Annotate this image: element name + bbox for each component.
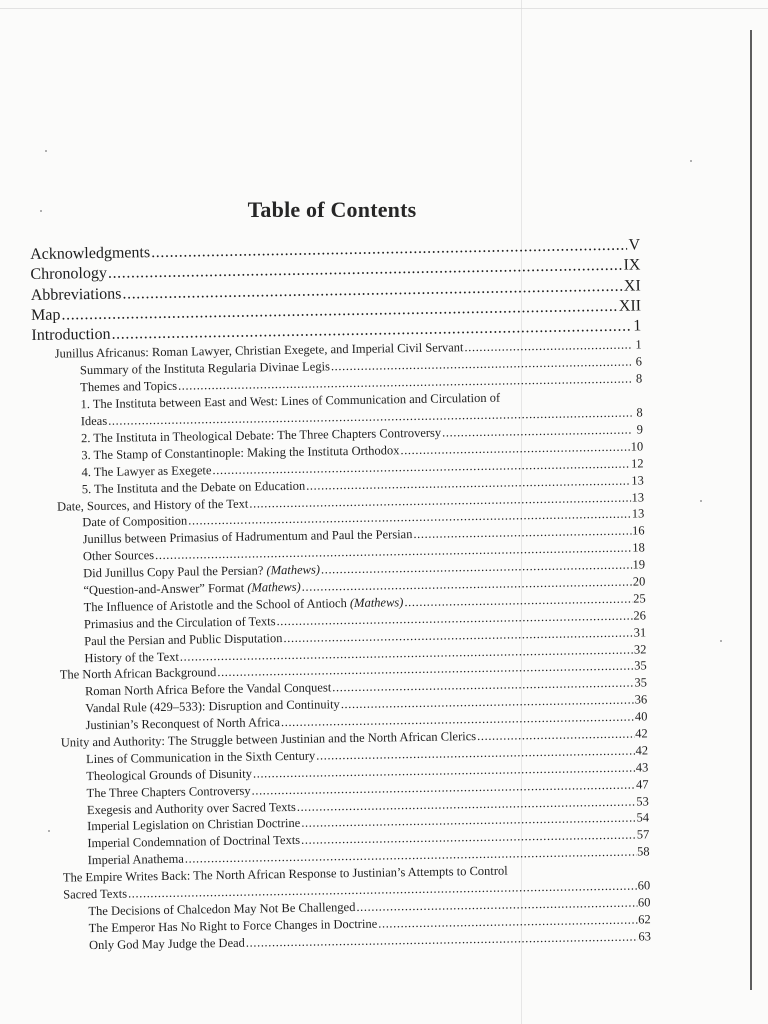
toc-entry-label: Vandal Rule (429–533): Disruption and Continuity [85, 697, 340, 716]
toc-page-number: 53 [636, 793, 649, 809]
toc-page-number: 43 [635, 760, 649, 775]
toc-page-number: 57 [636, 827, 650, 842]
toc-page-number: 20 [632, 574, 646, 589]
page-edge-line [750, 30, 752, 990]
toc-page-number: 25 [633, 591, 646, 606]
toc-page-number: 8 [635, 371, 643, 386]
toc-page-number: 12 [630, 456, 644, 471]
toc-page-number: 6 [635, 354, 643, 369]
toc-page-number: 42 [635, 743, 649, 758]
toc-page-number: V [628, 236, 641, 254]
toc-page-number: 19 [632, 557, 646, 572]
toc-entry-label: History of the Text [84, 649, 179, 665]
toc-entry-label: The Influence of Aristotle and the School of Antioch [83, 595, 347, 615]
toc-page-number: 18 [632, 540, 645, 555]
toc-entry-label: Chronology [30, 265, 108, 284]
toc-page-number: IX [623, 256, 641, 274]
toc-page-number: 9 [636, 422, 644, 437]
toc-page-number: 1 [633, 317, 642, 335]
toc-page-number: 63 [638, 928, 652, 944]
toc-entry-label: “Question-and-Answer” Format [83, 580, 245, 598]
toc-page-number: 26 [633, 608, 646, 623]
scan-speck [690, 160, 692, 162]
toc-entry-label: Date of Composition [82, 513, 188, 530]
toc-entry-label: Only God May Judge the Dead [88, 935, 245, 952]
toc-page-number: 60 [637, 878, 651, 893]
toc-entry-label: 4. The Lawyer as Exegete [81, 462, 212, 479]
toc-entry-label: Unity and Authority: The Struggle between Justinian and the North African Clerics [60, 729, 477, 750]
toc-entry-label: Themes and Topics [80, 378, 178, 395]
toc-entry-label: Justinian’s Reconquest of North Africa [85, 715, 281, 733]
toc-entry-label: Roman North Africa Before the Vandal Conquest [84, 680, 332, 699]
scan-speck [48, 830, 50, 832]
toc-entry-label: Did Junillus Copy Paul the Persian? [83, 563, 264, 581]
toc-page-number: 35 [634, 675, 648, 690]
scan-speck [40, 210, 42, 212]
scan-speck [700, 500, 702, 502]
toc-page-number: 54 [636, 810, 650, 825]
toc-entry-label: 5. The Instituta and the Debate on Education [81, 478, 306, 496]
toc-page-number: 13 [631, 506, 645, 521]
toc-entry-label: The North African Background [59, 665, 217, 682]
scan-speck [45, 150, 47, 152]
toc-page-number: 8 [636, 405, 643, 420]
scan-top-edge [0, 8, 768, 9]
toc-entry-label: Exegesis and Authority over Sacred Texts [86, 799, 296, 817]
toc-entry-label: Primasius and the Circulation of Texts [83, 613, 276, 631]
toc-entry-label: Other Sources [82, 548, 155, 564]
toc-page-number: 13 [631, 472, 644, 488]
page-title: Table of Contents [247, 196, 417, 222]
toc-page-number: 58 [636, 844, 650, 859]
toc-entry-label: Sacred Texts [63, 886, 128, 902]
toc-page-number: 1 [635, 337, 642, 352]
toc-entry-label: Ideas [80, 413, 108, 429]
toc-page-number: 62 [638, 912, 651, 927]
toc-list [30, 235, 651, 954]
toc-page-number: 36 [634, 692, 648, 707]
toc-page-number: 40 [634, 709, 648, 724]
toc-page-number: 10 [630, 439, 644, 454]
toc-page-number: 35 [634, 658, 647, 673]
toc-entry-label: Imperial Condemnation of Doctrinal Texts [87, 833, 301, 851]
toc-entry-label: 3. The Stamp of Constantinople: Making the Instituta Orthodox [81, 443, 400, 463]
toc-entry-label: Paul the Persian and Public Disputation [84, 630, 283, 648]
toc-entry-label: Lines of Communication in the Sixth Century [85, 748, 316, 767]
toc-page-number: 32 [633, 641, 647, 657]
toc-entry-label: Theological Grounds of Disunity [86, 766, 253, 783]
toc-entry-label: The Empire Writes Back: The North African Response to Justinian’s Attempts to Control [62, 863, 508, 885]
toc-entry-label: Acknowledgments [30, 244, 151, 263]
toc-entry-label: Abbreviations [30, 285, 122, 304]
toc-entry-label: Imperial Legislation on Christian Doctrine [87, 816, 301, 834]
toc-entry-author: (Mathews) [263, 562, 321, 578]
toc-page-number: XII [618, 297, 642, 315]
toc-entry-label: The Emperor Has No Right to Force Changes in Doctrine [88, 916, 378, 935]
toc-entry-label: 2. The Instituta in Theological Debate: The Three Chapters Controversy [80, 425, 442, 446]
toc-entry-label: Imperial Anathema [87, 851, 184, 868]
scan-speck [720, 640, 722, 642]
toc-entry-label: The Three Chapters Controversy [86, 783, 251, 800]
toc-entry-label: Date, Sources, and History of the Text [56, 496, 249, 514]
toc-page-number: 42 [635, 726, 648, 741]
toc-entry-label: Summary of the Instituta Regularia Divinae Legis [79, 359, 331, 378]
toc-entry-label: Introduction [31, 325, 111, 345]
toc-entry-author: (Mathews) [346, 595, 404, 610]
toc-entry-label: 1. The Instituta between East and West: Lines of Communication and Circulation of [80, 390, 501, 412]
toc-entry-label: Junillus Africanus: Roman Lawyer, Christian Exegete, and Imperial Civil Servant [54, 340, 464, 362]
toc-entry-label: Junillus between Primasius of Hadrumentum and Paul the Persian [82, 527, 413, 547]
toc-page-number: 13 [631, 489, 645, 505]
toc-entry-label: The Decisions of Chalcedon May Not Be Challenged [88, 899, 356, 919]
toc-entry-author: (Mathews) [244, 579, 301, 595]
toc-entry-label: Map [30, 306, 61, 324]
toc-page-number: 60 [637, 895, 651, 910]
toc-page-number: 16 [631, 523, 645, 538]
toc-page-number: 31 [633, 624, 647, 640]
toc-page-number: 47 [635, 776, 649, 792]
toc-page-number: XI [623, 277, 641, 295]
